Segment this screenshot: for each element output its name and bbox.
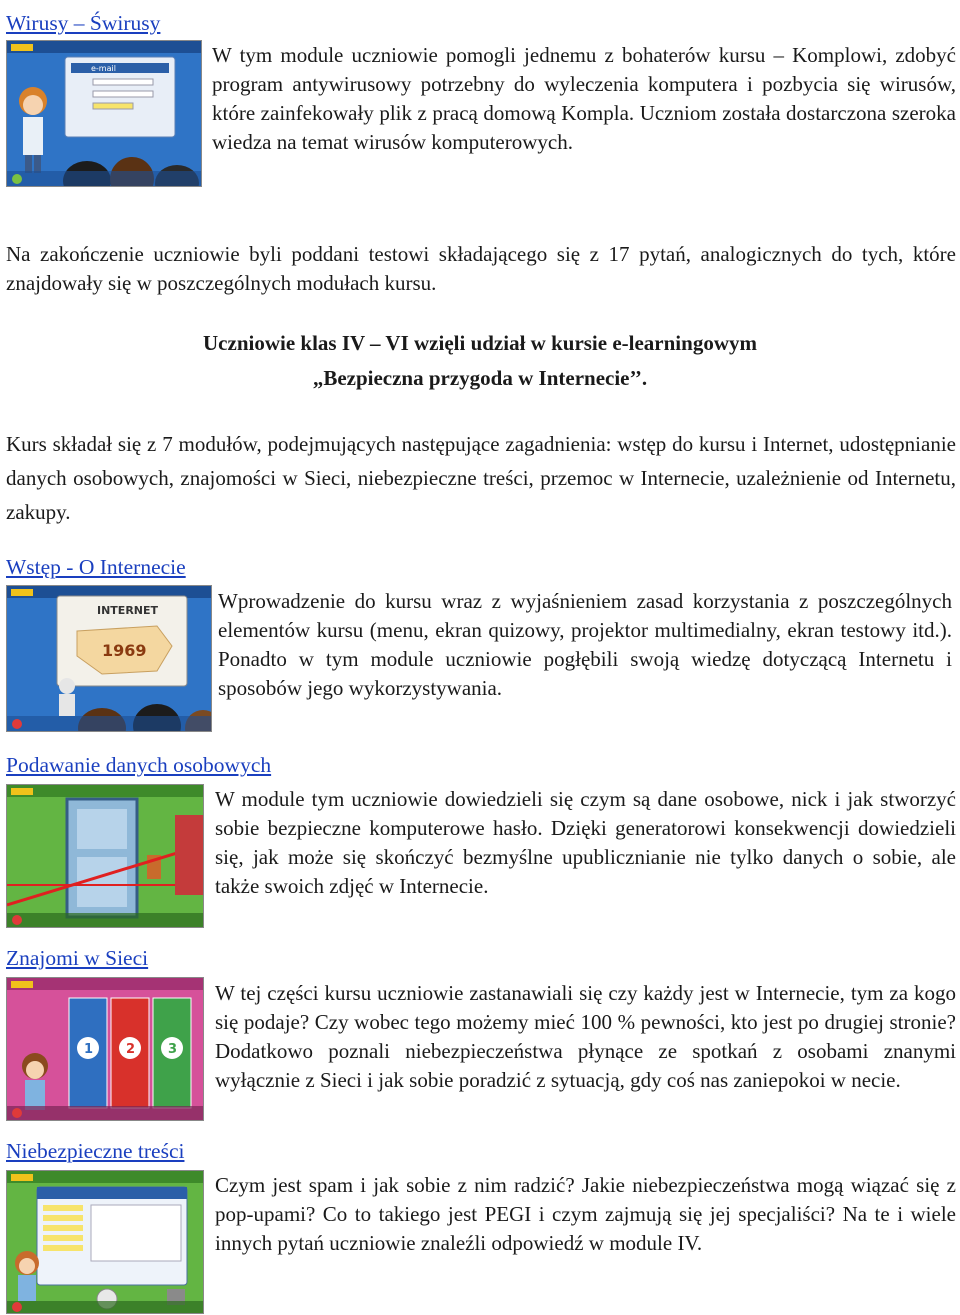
svg-text:3: 3 <box>168 1042 178 1057</box>
screenshot-znajomi-image <box>7 978 203 1120</box>
svg-text:2: 2 <box>126 1042 136 1057</box>
section-text-wirusy: W tym module uczniowie pomogli jednemu z bohaterów kursu – Komplowi, zdobyć program antywirusowy potrzebny do wyleczenia komputera i pozbycia się wirusów, które zainfekowały plik z pracą domową Kompla. Uczniom została dostarczona szeroka wiedza na temat wirusów komputerowych. <box>212 43 956 154</box>
section-text-dane-osobowe: W module tym uczniowie dowiedzieli się czym są dane osobowe, nick i jak stworzyć sobie bezpieczne komputerowe hasło. Dzięki generatorowi konsekwencji dowiedzieli się, jak może się skończyć bezmyślne upublicznianie nie tylko danych o sobie, ale także swoich zdjęć w Internecie. <box>215 787 956 898</box>
section-link-wstep[interactable]: Wstęp - O Internecie <box>6 555 186 579</box>
thumbnail-dane-osobowe <box>6 784 204 928</box>
svg-text:1969: 1969 <box>102 641 147 660</box>
svg-text:INTERNET: INTERNET <box>97 604 159 617</box>
screenshot-wirusy-image <box>7 41 201 186</box>
screenshot-niebezpieczne-image <box>7 1171 203 1313</box>
thumbnail-niebezpieczne <box>6 1170 204 1314</box>
screenshot-dane-osobowe-image <box>7 785 203 927</box>
svg-text:1: 1 <box>84 1042 94 1057</box>
section-text-niebezpieczne: Czym jest spam i jak sobie z nim radzić? Jakie niebezpieczeństwa mogą wiązać się z pop-upami? Co to takiego jest PEGI i czym zajmują się jej specjaliści? Na te i wiele innych pytań uczniowie znaleźli odpowiedź w module IV. <box>215 1173 956 1255</box>
thumbnail-znajomi <box>6 977 204 1121</box>
section-text-wstep: Wprowadzenie do kursu wraz z wyjaśnieniem zasad korzystania z poszczególnych elementów kursu (menu, ekran quizowy, projektor multimedialny, ekran testowy itd.). Ponadto w tym module uczniowie pogłębili swoją wiedzę dotyczącą Internetu i sposobów jego wykorzystywania. <box>218 589 952 700</box>
section-link-dane-osobowe[interactable]: Podawanie danych osobowych <box>6 753 272 777</box>
course-heading-line2: „Bezpieczna przygoda w Internecie’’. <box>312 366 648 390</box>
svg-text:e-mail: e-mail <box>91 64 116 73</box>
section-link-wirusy[interactable]: Wirusy – Świrusy <box>6 11 161 35</box>
thumbnail-wstep <box>6 585 212 732</box>
section-text-znajomi: W tej części kursu uczniowie zastanawiali się czy każdy jest w Internecie, tym za kogo się podaje? Czy wobec tego możemy mieć 100 % pewności, kto jest po drugiej stronie? Dodatkowo poznali niebezpieczeństwa płynące ze spotkań z osobami znanymi wyłącznie z Sieci i jak sobie poradzić z sytuacją, gdy coś nas zaniepokoi w necie. <box>215 981 956 1092</box>
screenshot-wstep-image <box>7 586 211 731</box>
paragraph-test: Na zakończenie uczniowie byli poddani testowi składającego się z 17 pytań, analogicznych do tych, które znajdowały się w poszczególnych modułach kursu. <box>6 242 956 295</box>
section-link-niebezpieczne[interactable]: Niebezpieczne treści <box>6 1139 185 1163</box>
course-heading-line1: Uczniowie klas IV – VI wzięli udział w kursie e-learningowym <box>203 331 757 355</box>
paragraph-course: Kurs składał się z 7 modułów, podejmujących następujące zagadnienia: wstęp do kursu i Internet, udostępnianie danych osobowych, znajomości w Sieci, niebezpieczne treści, przemoc w Internecie, uzależnienie od Internetu, zakupy. <box>6 432 956 524</box>
thumbnail-wirusy <box>6 40 202 187</box>
section-link-znajomi[interactable]: Znajomi w Sieci <box>6 946 149 970</box>
